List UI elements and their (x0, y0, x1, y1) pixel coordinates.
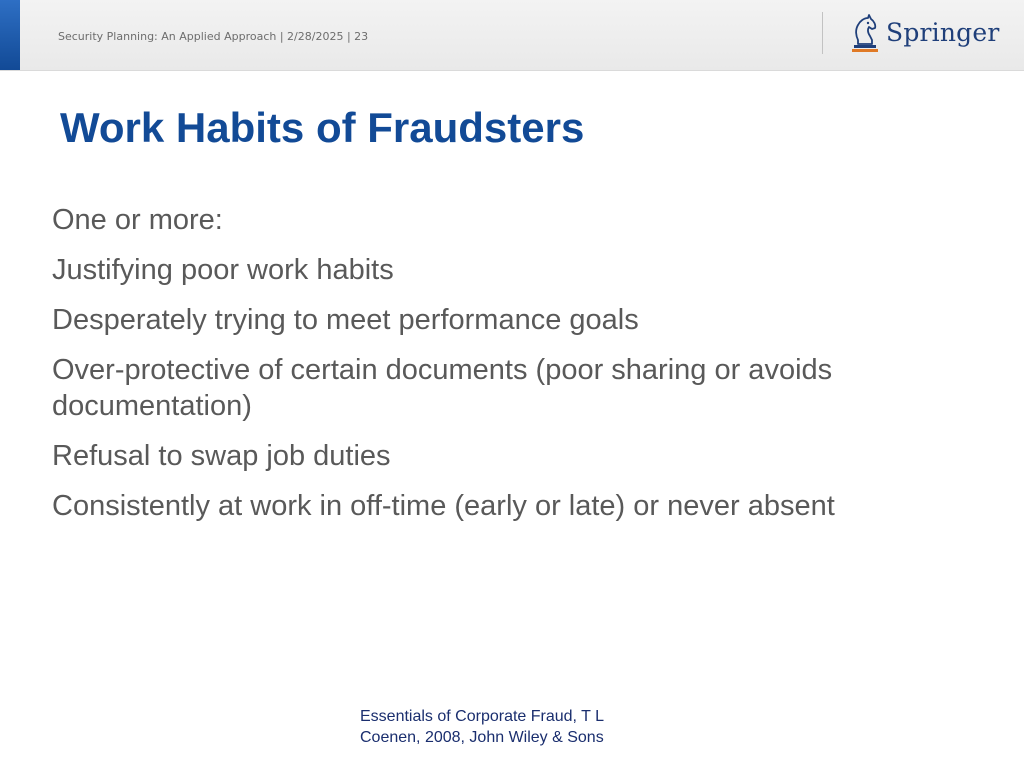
bullet-item: Desperately trying to meet performance goals (52, 304, 639, 336)
chess-knight-icon (850, 14, 880, 52)
source-citation (360, 706, 660, 748)
springer-logo (850, 14, 1000, 54)
springer-wordmark: Springer (886, 18, 1000, 47)
citation-line: Essentials of Corporate Fraud, T L (360, 708, 604, 725)
logo-divider (822, 12, 823, 54)
citation-line: Coenen, 2008, John Wiley & Sons (360, 729, 604, 746)
bullet-item: Consistently at work in off-time (early or late) or never absent (52, 490, 835, 522)
bullet-item: Justifying poor work habits (52, 254, 394, 286)
bullet-item: Refusal to swap job duties (52, 440, 391, 472)
header-accent-strip (0, 0, 20, 70)
slide-header (0, 0, 1024, 71)
header-meta-text: Security Planning: An Applied Approach | 2/28/2025 | 23 (58, 30, 369, 43)
bullet-list (52, 202, 952, 538)
bullet-item: One or more: (52, 204, 223, 236)
slide-title: Work Habits of Fraudsters (60, 104, 585, 151)
bullet-item: Over-protective of certain documents (poor sharing or avoids documentation) (52, 354, 833, 422)
